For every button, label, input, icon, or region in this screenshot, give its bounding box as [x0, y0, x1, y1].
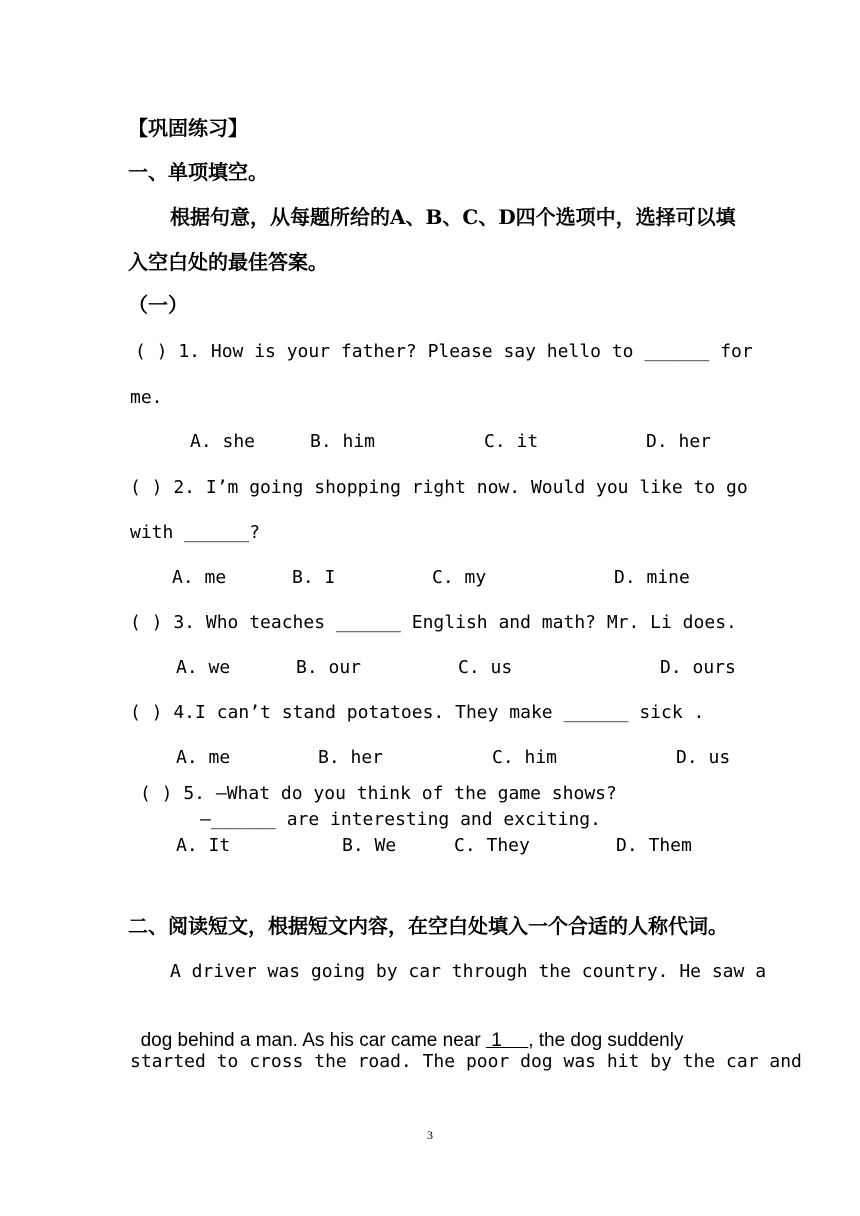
passage-line-1: A driver was going by car through the country. He saw a [170, 961, 767, 982]
instruction-line-2: 入空白处的最佳答案。 [128, 250, 328, 274]
question-1-line-1: ( ) 1. How is your father? Please say hello to ______ for [135, 341, 753, 362]
section-heading: 【巩固练习】 [128, 116, 248, 140]
question-3-line-1: ( ) 3. Who teaches ______ English and math? Mr. Li does. [130, 612, 737, 633]
question-4-option-d: D. us [676, 747, 731, 768]
question-1-line-2: me. [130, 387, 163, 408]
question-3-option-b: B. our [296, 657, 362, 678]
section-1-title: 一、单项填空。 [128, 160, 268, 184]
passage-line-3: started to cross the road. The poor dog was hit by the car and [130, 1051, 802, 1072]
passage-line-2-start: dog behind a man. As his car came near [140, 1030, 486, 1051]
question-2-option-a: A. me [172, 567, 227, 588]
question-1-option-b: B. him [310, 431, 376, 452]
question-5-option-b: B. We [342, 835, 397, 856]
question-5-option-c: C. They [454, 835, 530, 856]
question-4-option-c: C. him [492, 747, 558, 768]
question-2-line-1: ( ) 2. I’m going shopping right now. Would you like to go [130, 477, 748, 498]
question-3-option-d: D. ours [660, 657, 736, 678]
question-1-option-c: C. it [484, 431, 539, 452]
passage-line-2-end: , the dog suddenly [528, 1030, 684, 1051]
question-1-option-a: A. she [190, 431, 256, 452]
question-4-line-1: ( ) 4.I can’t stand potatoes. They make ______ sick . [130, 702, 705, 723]
question-5-line-1: ( ) 5. —What do you think of the game shows? [140, 783, 617, 804]
question-4-option-a: A. me [176, 747, 231, 768]
passage-line-2 [130, 1005, 683, 1053]
question-2-option-c: C. my [432, 567, 487, 588]
group-label: （一） [128, 293, 188, 317]
page-number: 3 [427, 1128, 433, 1142]
question-2-option-b: B. I [292, 567, 336, 588]
question-3-option-c: C. us [458, 657, 513, 678]
question-1-option-d: D. her [646, 431, 712, 452]
section-2-title: 二、阅读短文，根据短文内容，在空白处填入一个合适的人称代词。 [128, 914, 728, 938]
question-5-option-a: A. It [176, 835, 231, 856]
instruction-line-1: 根据句意，从每题所给的A、B、C、D四个选项中，选择可以填 [170, 205, 736, 229]
question-5-option-d: D. Them [616, 835, 692, 856]
question-4-option-b: B. her [318, 747, 384, 768]
question-3-option-a: A. we [176, 657, 231, 678]
question-2-line-2: with ______? [130, 522, 261, 543]
blank-1[interactable]: 1 [485, 1030, 529, 1051]
question-2-option-d: D. mine [614, 567, 690, 588]
question-5-line-2: —______ are interesting and exciting. [200, 809, 601, 830]
